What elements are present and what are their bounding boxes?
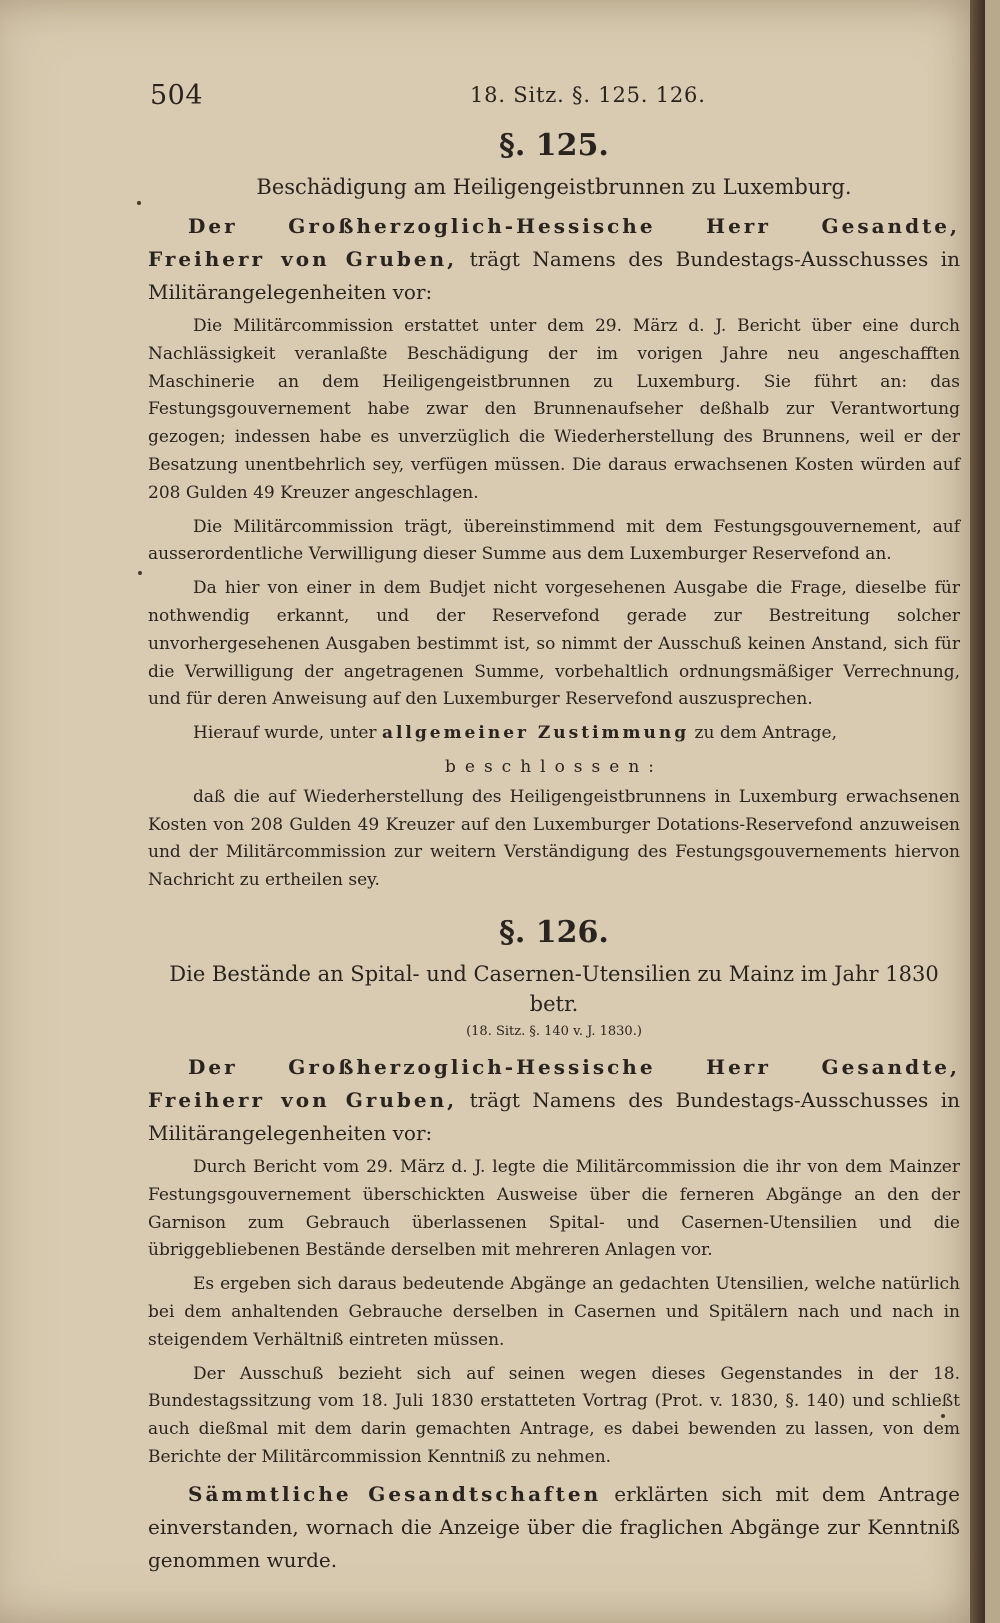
section-126-closing: [148, 1478, 960, 1577]
section-126-intro: [148, 1051, 960, 1150]
section-125-intro-rest: trägt Namens des Bundestags-Ausschusses in Militärangelegenheiten vor:: [148, 247, 960, 304]
page-number: 504: [150, 80, 204, 111]
page-edge: [970, 0, 985, 1623]
section-126-paragraph: Der Ausschuß bezieht sich auf seinen wegen dieses Gegenstandes in der 18. Bundestagssitzung vom 18. Juli 1830 erstatteten Vortrag (Prot. v. 1830, §. 140) und schließt auch dießmal mit dem darin gemachten Antrage, es dabei bewenden zu lassen, von dem Berichte der Militärcommission Kenntniß zu nehmen.: [148, 1363, 960, 1467]
section-125-paragraph: Die Militärcommission trägt, übereinstimmend mit dem Festungsgouvernement, auf ausserordentliche Verwilligung dieser Summe aus dem Luxemburger Reservefond an.: [148, 516, 960, 565]
section-125-consent: [148, 720, 960, 748]
print-mark: [941, 1414, 945, 1418]
consent-emphasis: allgemeiner Zustimmung: [381, 723, 690, 744]
section-126-subtitle: Die Bestände an Spital- und Casernen-Utensilien zu Mainz im Jahr 1830 betr.: [169, 961, 939, 1016]
section-126: [148, 915, 960, 1577]
page-content: [148, 128, 960, 1581]
section-125-speaker: Der Großherzoglich-Hessische Herr Gesandte, Freiherr von Gruben,: [148, 214, 960, 271]
page-header: [150, 80, 960, 114]
print-mark: [137, 201, 141, 205]
section-125-paragraph: Da hier von einer in dem Budjet nicht vorgesehenen Ausgabe die Frage, dieselbe für nothwendig erkannt, und der Reservefond gerade zur Bestreitung solcher unvorhergesehenen Ausgaben bestimmt ist, so nimmt der Ausschuß keinen Anstand, sich für die Verwilligung der angetragenen Summe, vorbehaltlich ordnungsmäßiger Verrechnung, und für deren Anweisung auf den Luxemburger Reservefond auszusprechen.: [148, 578, 960, 710]
section-126-speaker: Der Großherzoglich-Hessische Herr Gesandte, Freiherr von Gruben,: [148, 1054, 960, 1112]
section-125-intro: [148, 210, 960, 309]
section-125-paragraph: Die Militärcommission erstattet unter dem 29. März d. J. Bericht über eine durch Nachlässigkeit veranlaßte Beschädigung der im vorigen Jahre neu angeschafften Maschinerie an dem Heiligengeistbrunnen zu Luxemburg. Sie führt an: das Festungsgouvernement habe zwar den Brunnenaufseher deßhalb zur Verantwortung gezogen; indessen habe es unverzüglich die Wiederherstellung des Brunnens, weil er der Besatzung unentbehrlich sey, verfügen müssen. Die daraus erwachsenen Kosten würden auf 208 Gulden 49 Kreuzer angeschlagen.: [148, 316, 960, 503]
consent-before: Hierauf wurde, unter: [193, 723, 377, 744]
section-126-paragraph: Es ergeben sich daraus bedeutende Abgänge an gedachten Utensilien, welche natürlich bei dem anhaltenden Gebrauche derselben in Casernen und Spitälern nach und nach in steigendem Verhältniß eintreten müssen.: [148, 1274, 960, 1350]
section-126-closing-rest: erklärten sich mit dem Antrage einverstanden, wornach die Anzeige über die fraglichen Abgänge zur Kenntniß genommen wurde.: [148, 1481, 961, 1572]
section-125-subtitle: Beschädigung am Heiligengeistbrunnen zu Luxemburg.: [256, 175, 852, 199]
section-126-paragraph: Durch Bericht vom 29. März d. J. legte die Militärcommission die ihr von dem Mainzer Festungsgouvernement überschickten Ausweise über die ferneren Abgänge an den der Garnison zum Gebrauch überlassenen Spital- und Casernen-Utensilien und die übriggebliebenen Bestände derselben mit mehreren Anlagen vor.: [148, 1156, 960, 1261]
consent-after: zu dem Antrage,: [694, 723, 837, 744]
resolved-heading: beschlossen:: [445, 756, 663, 777]
section-126-reference: (18. Sitz. §. 140 v. J. 1830.): [466, 1023, 642, 1039]
section-125-title: §. 125.: [499, 128, 609, 163]
section-126-title: §. 126.: [499, 914, 609, 950]
section-125-decision: daß die auf Wiederherstellung des Heiligengeistbrunnens in Luxemburg erwachsenen Kosten von 208 Gulden 49 Kreuzer auf den Luxemburger Dotations-Reservefond anzuweisen und der Militärcommission zur weitern Verständigung des Festungsgouvernements hiervon Nachricht zu ertheilen sey.: [148, 786, 960, 891]
section-125: [148, 128, 960, 895]
print-mark: [138, 571, 142, 575]
section-126-closing-emphasis: Sämmtliche Gesandtschaften: [188, 1481, 602, 1506]
section-126-intro-rest: trägt Namens des Bundestags-Ausschusses in Militärangelegenheiten vor:: [148, 1087, 960, 1145]
running-head: 18. Sitz. §. 125. 126.: [470, 83, 706, 107]
